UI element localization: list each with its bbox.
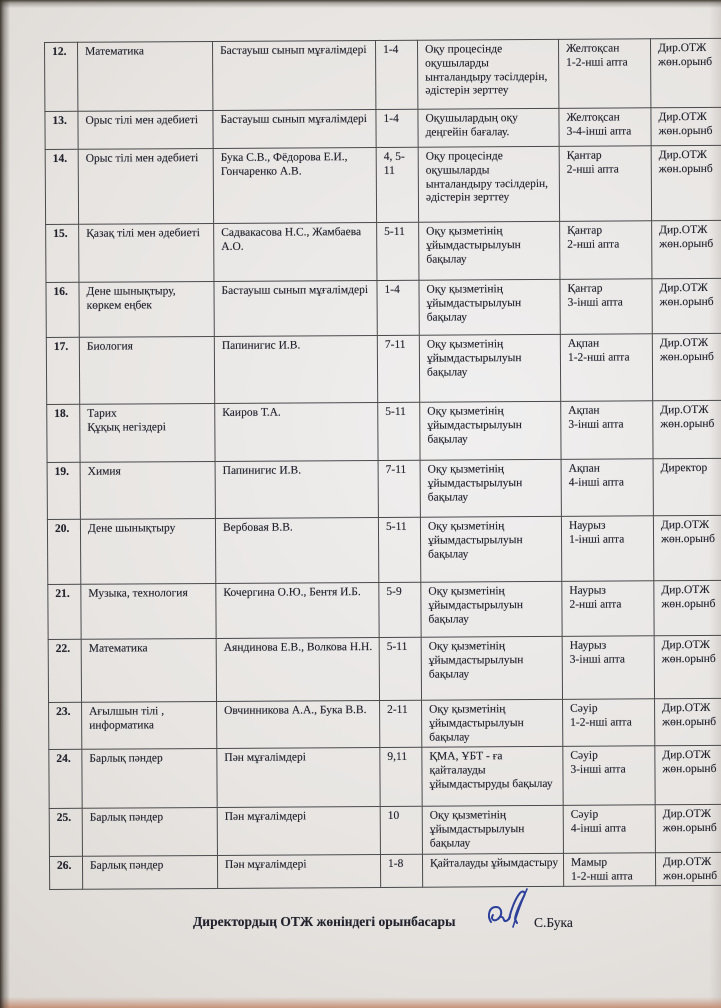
row-number-cell: 26. <box>49 856 82 890</box>
period-cell: Желтоқсан 3-4-інші апта <box>559 108 651 147</box>
period-cell: Желтоқсан 1-2-нші апта <box>558 39 650 109</box>
teachers-cell: Пән мұғалімдері <box>217 748 380 808</box>
period-cell: Наурыз 1-інші апта <box>561 516 653 582</box>
table-row <box>48 635 721 702</box>
grades-cell: 5-11 <box>377 222 419 280</box>
subject-cell: Барлық пәндер <box>82 808 217 856</box>
responsible-cell: Дир.ОТЖ жөн.орынб <box>652 278 721 334</box>
grades-cell: 1-4 <box>375 40 417 109</box>
subject-cell: Орыс тілі мен әдебиеті <box>78 110 213 149</box>
subject-cell: Дене шынықтыру, көркем еңбек <box>79 281 214 337</box>
table-row <box>49 698 721 750</box>
subject-cell: Қазақ тілі мен әдебиеті <box>79 223 214 282</box>
grades-cell: 9,11 <box>380 748 422 807</box>
teachers-cell: Пән мұғалімдері <box>217 854 380 889</box>
grades-cell: 7-11 <box>377 335 419 402</box>
row-number-cell: 22. <box>48 639 81 702</box>
teachers-cell: Бастауыш сынып мұғалімдері <box>214 280 377 336</box>
teachers-cell: Овчинникова А.А., Бука В.В. <box>217 700 380 748</box>
period-cell: Сәуір 4-інші апта <box>563 805 655 853</box>
responsible-cell: Директор <box>653 458 721 516</box>
row-number-cell: 14. <box>45 149 78 224</box>
teachers-cell: Папинигис И.В. <box>215 460 378 518</box>
table-row <box>45 38 721 111</box>
period-cell: Мамыр 1-2-нші апта <box>563 853 655 887</box>
table-row <box>47 400 721 462</box>
subject-cell: Ағылшын тілі , информатика <box>82 701 217 749</box>
period-cell: Ақпан 1-2-нші апта <box>560 334 652 402</box>
teachers-cell: Бастауыш сынып мұғалімдері <box>213 109 376 148</box>
table-row <box>46 333 721 404</box>
subject-cell: Барлық пәндер <box>82 749 217 809</box>
activity-cell: Оқушылардың оқу деңгейін бағалау. <box>418 108 559 147</box>
table-row <box>45 107 721 149</box>
table-row <box>46 220 721 282</box>
grades-cell: 1-4 <box>376 109 418 147</box>
table-row <box>49 852 721 890</box>
table-row <box>46 278 721 337</box>
period-cell: Сәуір 1-2-нші апта <box>563 699 655 747</box>
responsible-cell: Дир.ОТЖ жөн.орынб <box>652 333 721 401</box>
teachers-cell: Пән мұғалімдері <box>217 807 380 855</box>
responsible-cell: Дир.ОТЖ жөн.орынб <box>653 515 721 581</box>
subject-cell: Дене шынықтыру <box>80 518 215 584</box>
activity-cell: Оқу қызметінің ұйымдастырылуын бақылау <box>421 636 562 700</box>
row-number-cell: 20. <box>47 519 80 584</box>
row-number-cell: 19. <box>47 462 80 519</box>
row-number-cell: 16. <box>46 282 79 337</box>
responsible-cell: Дир.ОТЖ жөн.орынб <box>655 746 721 806</box>
row-number-cell: 21. <box>48 584 81 639</box>
table-row <box>49 805 721 857</box>
grades-cell: 7-11 <box>378 460 420 517</box>
responsible-cell: Дир.ОТЖ жөн.орынб <box>651 145 721 221</box>
subject-cell: Химия <box>80 461 215 519</box>
responsible-cell: Дир.ОТЖ жөн.орынб <box>650 38 721 108</box>
subject-cell: Математика <box>81 638 216 702</box>
subject-cell: Музыка, технология <box>81 583 216 639</box>
period-cell: Ақпан 3-інші апта <box>561 401 653 460</box>
activity-cell: ҚМА, ҰБТ - ға қайталауды ұйымдастыруды бақылау <box>422 747 563 807</box>
responsible-cell: Дир.ОТЖ жөн.орынб <box>654 635 721 699</box>
table-row <box>49 746 721 809</box>
period-cell: Сәуір 3-інші апта <box>563 746 655 806</box>
subject-cell: Математика <box>78 41 213 111</box>
grades-cell: 5-9 <box>379 582 421 637</box>
subject-cell: Орыс тілі мен әдебиеті <box>78 148 213 224</box>
period-cell: Қантар 3-інші апта <box>560 279 652 335</box>
activity-cell: Оқу қызметінің ұйымдастырылуын бақылау <box>422 699 563 747</box>
subject-cell: Биология <box>79 336 214 404</box>
activity-cell: Қайталауды ұйымдастыру <box>422 853 563 887</box>
grades-cell: 5-11 <box>379 637 421 700</box>
grades-cell: 10 <box>380 807 422 855</box>
activity-cell: Оқу қызметінің ұйымдастырылуын бақылау <box>420 516 561 582</box>
teachers-cell: Каиров Т.А. <box>215 402 378 461</box>
activity-cell: Оқу қызметінің ұйымдастырылуын бақылау <box>419 334 560 402</box>
row-number-cell: 23. <box>49 702 82 750</box>
grades-cell: 4, 5-11 <box>376 147 418 222</box>
table-row <box>47 515 721 584</box>
activity-cell: Оқу қызметінің ұйымдастырылуын бақылау <box>422 806 563 854</box>
teachers-cell: Вербовая В.В. <box>215 517 378 583</box>
row-number-cell: 13. <box>45 111 78 149</box>
activity-cell: Оқу қызметінің ұйымдастырылуын бақылау <box>420 459 561 517</box>
responsible-cell: Дир.ОТЖ жөн.орынб <box>655 805 721 853</box>
signatory-title: Директордың ОТЖ жөніндегі орынбасары <box>193 914 456 929</box>
signatory-name: С.Бука <box>534 915 573 930</box>
subject-cell: Тарих Құқық негіздері <box>80 403 215 462</box>
row-number-cell: 12. <box>45 42 78 111</box>
responsible-cell: Дир.ОТЖ жөн.орынб <box>655 852 721 886</box>
responsible-cell: Дир.ОТЖ жөн.орынб <box>651 107 721 146</box>
row-number-cell: 18. <box>47 404 80 462</box>
period-cell: Қантар 2-нші апта <box>560 221 652 280</box>
table-row <box>48 580 721 639</box>
signature-scribble-icon <box>484 886 536 932</box>
teachers-cell: Бука С.В., Фёдорова Е.И., Гончаренко А.В. <box>213 147 376 223</box>
period-cell: Наурыз 2-нші апта <box>562 581 654 637</box>
grades-cell: 2-11 <box>380 700 422 748</box>
activity-cell: Оқу қызметінің ұйымдастырылуын бақылау <box>419 279 560 335</box>
responsible-cell: Дир.ОТЖ жөн.орынб <box>655 698 721 746</box>
activity-cell: Оқу процесінде оқушыларды ынталандыру тәсілдерін, әдістерін зерттеу <box>418 146 559 222</box>
subject-cell: Барлық пәндер <box>82 855 217 889</box>
row-number-cell: 25. <box>49 809 82 857</box>
signature-block <box>0 905 721 955</box>
row-number-cell: 17. <box>46 337 79 404</box>
teachers-cell: Аяндинова Е.В., Волкова Н.Н. <box>216 637 379 701</box>
plan-table-body <box>45 38 721 890</box>
grades-cell: 5-11 <box>378 517 420 582</box>
teachers-cell: Садвакасова Н.С., Жамбаева А.О. <box>214 222 377 281</box>
table-row <box>45 145 721 224</box>
period-cell: Ақпан 4-інші апта <box>561 459 653 517</box>
activity-cell: Оқу қызметінің ұйымдастырылуын бақылау <box>419 221 560 280</box>
teachers-cell: Бастауыш сынып мұғалімдері <box>212 40 375 110</box>
period-cell: Қантар 2-нші апта <box>559 146 651 222</box>
responsible-cell: Дир.ОТЖ жөн.орынб <box>653 400 721 459</box>
period-cell: Наурыз 3-інші апта <box>562 636 654 700</box>
activity-cell: Оқу қызметінің ұйымдастырылуын бақылау <box>421 581 562 637</box>
responsible-cell: Дир.ОТЖ жөн.орынб <box>652 220 721 279</box>
grades-cell: 1-4 <box>377 280 419 335</box>
teachers-cell: Кочергина О.Ю., Бентя И.Б. <box>216 582 379 638</box>
responsible-cell: Дир.ОТЖ жөн.орынб <box>654 580 721 636</box>
inspection-plan-table <box>44 38 721 891</box>
row-number-cell: 15. <box>46 224 79 282</box>
grades-cell: 5-11 <box>378 402 420 460</box>
grades-cell: 1-8 <box>380 854 422 888</box>
table-row <box>47 458 721 519</box>
teachers-cell: Папинигис И.В. <box>214 335 377 403</box>
activity-cell: Оқу процесінде оқушыларды ынталандыру тәсілдерін, әдістерін зерттеу <box>417 39 558 109</box>
row-number-cell: 24. <box>49 750 82 809</box>
inspection-plan-table-wrap <box>44 38 721 891</box>
activity-cell: Оқу қызметінің ұйымдастырылуын бақылау <box>420 401 561 460</box>
